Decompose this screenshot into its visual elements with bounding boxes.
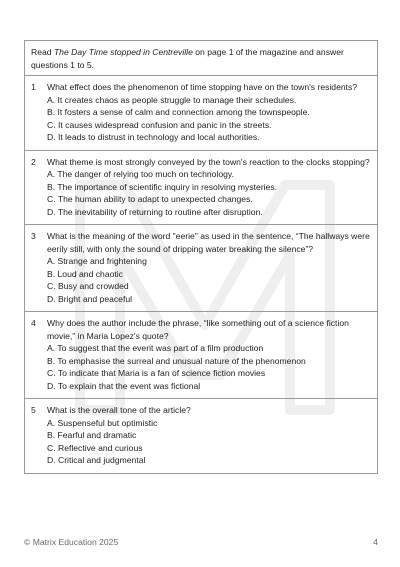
page-footer — [24, 537, 378, 547]
question-number: 4 — [31, 318, 36, 328]
question-number: 2 — [31, 156, 36, 167]
question-text: Why does the author include the phrase, “like something out of a science fiction movie,” in Maria Lopez's quote? — [47, 318, 349, 341]
option-b: B. The importance of scientific inquiry in resolving mysteries. — [47, 181, 278, 192]
option-b: B. Loud and chaotic — [47, 268, 123, 279]
question-number: 1 — [31, 82, 36, 92]
option-d: D. Bright and peaceful — [47, 293, 133, 304]
option-b: B. Fearful and dramatic — [47, 430, 137, 440]
option-a: A. It creates chaos as people struggle to manage their schedules. — [47, 94, 297, 105]
copyright-text: © Matrix Education 2025 — [24, 537, 119, 547]
question-number: 3 — [31, 231, 36, 241]
option-a: A. Suspenseful but optimistic — [47, 417, 158, 428]
reading-instructions — [24, 40, 378, 75]
option-a: A. The danger of relying too much on technology. — [47, 169, 234, 179]
question-1 — [24, 75, 378, 150]
instructions-rest: on page 1 of the magazine and answer questions 1 to 5. — [31, 47, 344, 70]
option-c: C. To indicate that Maria is a fan of science fiction movies — [47, 368, 266, 378]
option-c: C. The human ability to adapt to unexpected changes. — [47, 194, 253, 204]
question-2 — [24, 150, 378, 225]
option-c: C. Busy and crowded — [47, 281, 129, 291]
option-b: B. To emphasise the surreal and unusual nature of the phenomenon — [47, 355, 306, 366]
question-4 — [24, 311, 378, 398]
option-d: D. Critical and judgmental — [47, 455, 146, 465]
question-sheet — [24, 40, 378, 474]
option-c: C. Reflective and curious — [47, 442, 143, 453]
question-number: 5 — [31, 405, 36, 415]
option-a: A. Strange and frightening — [47, 256, 147, 266]
option-a: A. To suggest that the event was part of a film production — [47, 343, 264, 353]
question-5 — [24, 398, 378, 474]
option-b: B. It fosters a sense of calm and connection among the townspeople. — [47, 107, 310, 117]
instructions-read: Read — [31, 47, 54, 57]
option-c: C. It causes widespread confusion and panic in the streets. — [47, 119, 272, 130]
question-3 — [24, 224, 378, 311]
option-d: D. It leads to distrust in technology and local authorities. — [47, 132, 260, 142]
article-title: The Day Time stopped in Centreville — [53, 47, 193, 57]
question-text: What theme is most strongly conveyed by the town's reaction to the clocks stopping? — [47, 156, 370, 167]
question-text: What is the meaning of the word "eerie" as used in the sentence, “The hallways were eerily still, with only the sound of dripping water breaking the silence”? — [47, 231, 370, 254]
question-text: What effect does the phenomenon of time stopping have on the town's residents? — [47, 82, 358, 92]
option-d: D. The inevitability of returning to routine after disruption. — [47, 206, 263, 217]
question-text: What is the overall tone of the article? — [47, 405, 191, 415]
page-number: 4 — [373, 537, 378, 547]
option-d: D. To explain that the event was fictional — [47, 380, 201, 391]
